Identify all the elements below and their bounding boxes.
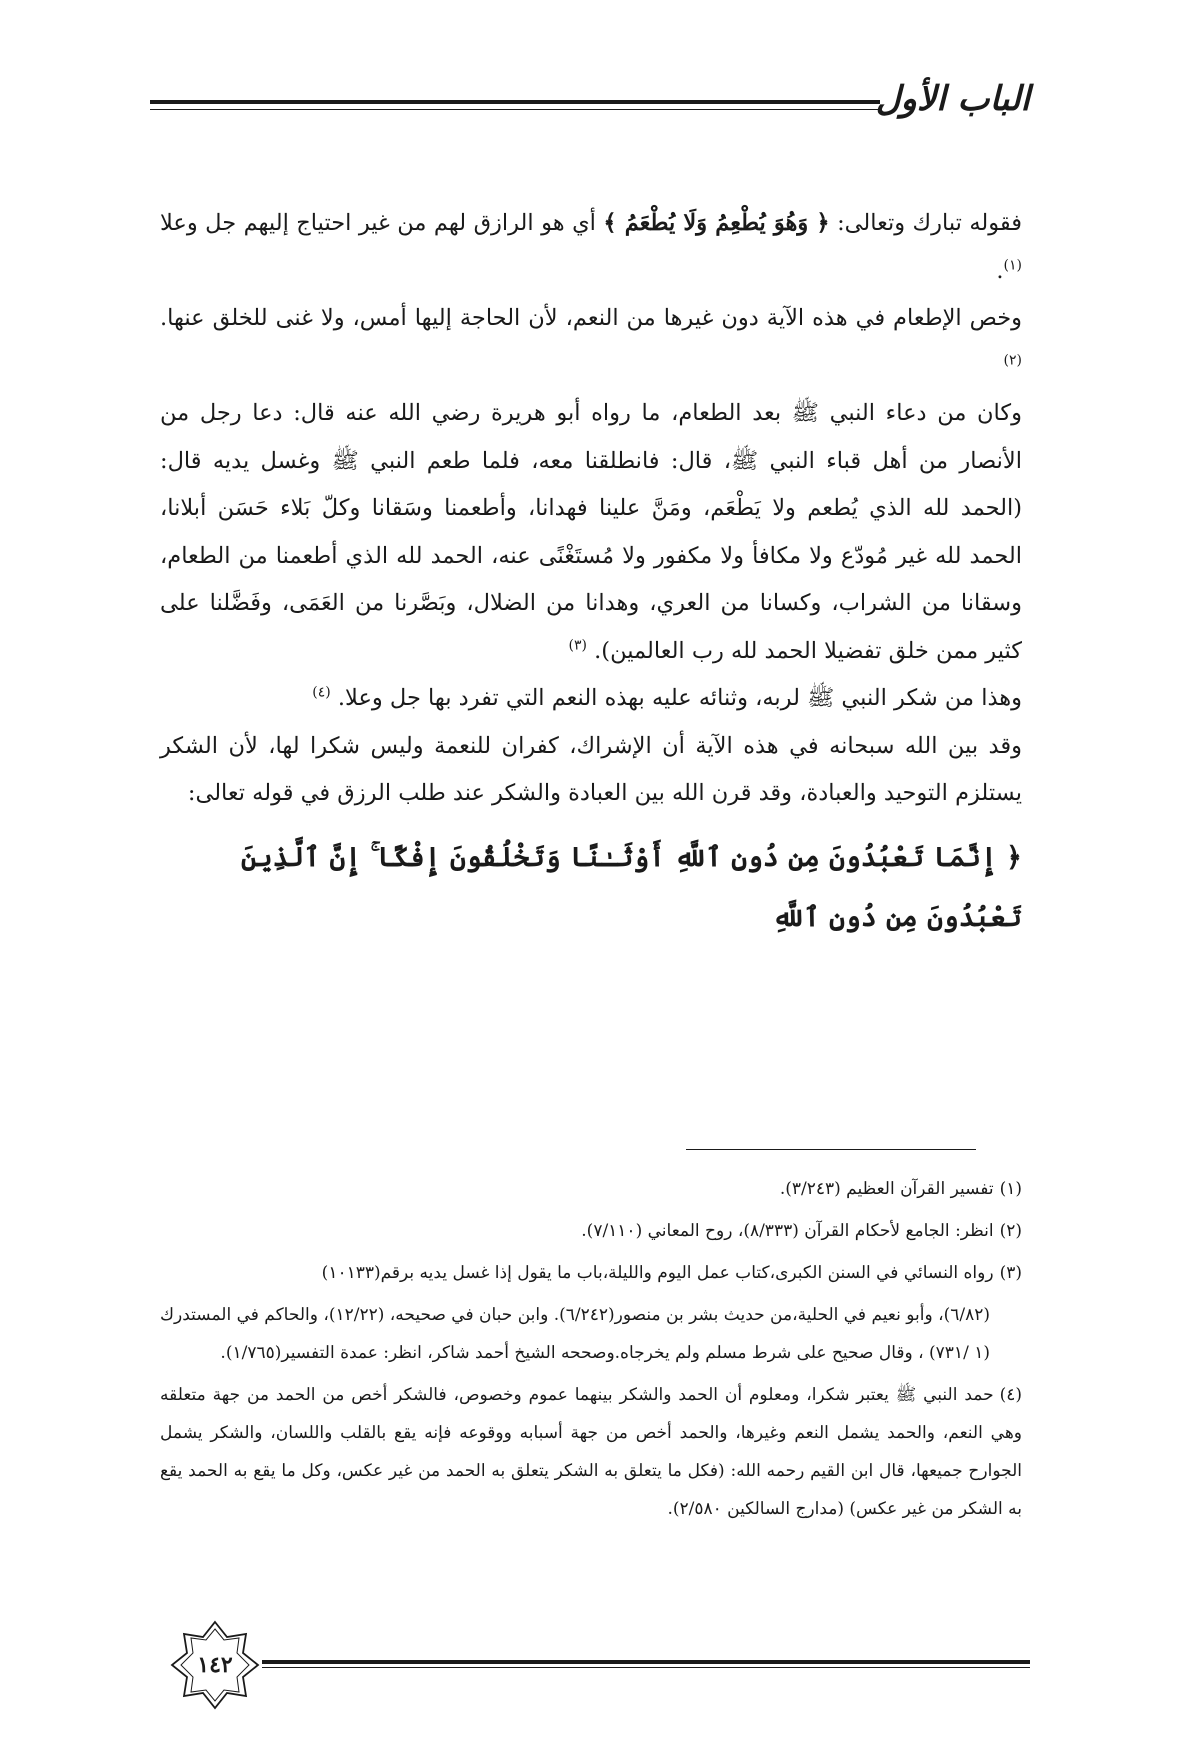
footnote-number: (٢) bbox=[999, 1221, 1022, 1241]
footnote-number: (٤) bbox=[999, 1385, 1022, 1405]
paragraph-2-text: وخص الإطعام في هذه الآية دون غيرها من النعم، لأن الحاجة إليها أمس، ولا غنى للخلق عنها. bbox=[160, 305, 1022, 331]
paragraph-1-intro: فقوله تبارك وتعالى: bbox=[829, 210, 1023, 236]
page-number-badge bbox=[170, 1620, 260, 1710]
footnote-2 bbox=[160, 1212, 1022, 1250]
footnotes bbox=[160, 1170, 1022, 1532]
footnote-text: حمد النبي ﷺ يعتبر شكرا، ومعلوم أن الحمد والشكر بينهما عموم وخصوص، فالشكر أخص من الحمد من جهة متعلقه وهي النعم، والحمد يشمل النعم وغيرها، والحمد أخص من جهة أسبابه ووقوعه فإنه يقع بالقلب واللسان، والشكر يشمل الجوارح جميعها، قال ابن القيم رحمه الله: (فكل ما يتعلق به الشكر يتعلق به الحمد من غير عكس، وكل ما يقع به الحمد يقع به الشكر من غير عكس) (مدارج السالكين ٢/٥٨٠). bbox=[160, 1385, 1022, 1519]
quran-quote: ﴿ وَهُوَ يُطْعِمُ وَلَا يُطْعَمُ ﴾ bbox=[603, 210, 830, 236]
chapter-title: الباب الأول bbox=[875, 79, 1030, 119]
footnote-ref-1: (١) bbox=[1003, 257, 1022, 273]
footnote-number: (٣) bbox=[999, 1263, 1022, 1283]
footnote-ref-3: (٣) bbox=[568, 637, 587, 653]
paragraph-5-text: وقد بين الله سبحانه في هذه الآية أن الإشراك، كفران للنعمة وليس شكرا لها، لأن الشكر يستلزم التوحيد والعبادة، وقد قرن الله بين العبادة والشكر عند طلب الرزق في قوله تعالى: bbox=[160, 732, 1022, 806]
paragraph-3-text: وكان من دعاء النبي ﷺ بعد الطعام، ما رواه أبو هريرة رضي الله عنه قال: دعا رجل من الأنصار من أهل قباء النبي ﷺ، قال: فانطلقنا معه، فلما طعم النبي ﷺ وغسل يديه قال: (الحمد لله الذي يُطعم ولا يَطْعَم، ومَنَّ علينا فهدانا، وأطعمنا وسَقانا وكلّ بَلاء حَسَن أبلانا، الحمد لله غير مُودّع ولا مكافأ ولا مكفور ولا مُستَغْنًى عنه، الحمد لله الذي أطعمنا من الطعام، وسقانا من الشراب، وكسانا من العري، وهدانا من الضلال، وبَصَّرنا من العَمَى، وفَضَّلنا على كثير ممن خلق تفضيلا الحمد لله رب العالمين). bbox=[160, 400, 1022, 664]
footnote-ref-4: (٤) bbox=[312, 684, 331, 701]
footnote-4 bbox=[160, 1376, 1022, 1528]
paragraph-5 bbox=[160, 723, 1022, 818]
footnote-ref-2: (٢) bbox=[1003, 352, 1022, 368]
page-footer bbox=[170, 1620, 1030, 1710]
paragraph-4-text: وهذا من شكر النبي ﷺ لربه، وثنائه عليه بهذه النعم التي تفرد بها جل وعلا. bbox=[337, 685, 1022, 711]
footnote-1 bbox=[160, 1170, 1022, 1208]
footnote-text: انظر: الجامع لأحكام القرآن (٨/٣٣٣)، روح المعاني (٧/١١٠). bbox=[581, 1221, 994, 1241]
paragraph-1-end: . bbox=[996, 257, 1004, 284]
main-text bbox=[160, 200, 1022, 948]
quran-verse-line: ﴿ إِنَّمَا تَعْبُدُونَ مِن دُونِ ٱللَّهِ أَوْثَـٰنًا وَتَخْلُقُونَ إِفْكًا ۚ إِنَّ ٱلَّذِينَ تَعْبُدُونَ مِن دُونِ ٱللَّهِ bbox=[240, 841, 1022, 933]
footnote-3 bbox=[160, 1254, 1022, 1292]
page-header bbox=[150, 72, 1030, 132]
footnote-number: (١) bbox=[999, 1179, 1022, 1199]
paragraph-3 bbox=[160, 390, 1022, 675]
paragraph-2 bbox=[160, 295, 1022, 390]
footnote-3-continuation: (٦/٨٢)، وأبو نعيم في الحلية،من حديث بشر بن منصور(٦/٢٤٢). وابن حبان في صحيحه، (١٢/٢٢)، والحاكم في المستدرك (١ /٧٣١) ، وقال صحيح على شرط مسلم ولم يخرجاه.وصححه الشيخ أحمد شاكر، انظر: عمدة التفسير(١/٧٦٥). bbox=[160, 1305, 990, 1363]
footnote-text: رواه النسائي في السنن الكبرى،كتاب عمل اليوم والليلة،باب ما يقول إذا غسل يديه برقم(١٠١٣٣) bbox=[321, 1263, 994, 1283]
footnote-text: تفسير القرآن العظيم (٣/٢٤٣). bbox=[779, 1179, 994, 1199]
paragraph-1 bbox=[160, 200, 1022, 295]
header-rule bbox=[150, 100, 880, 116]
footnote-separator bbox=[686, 1149, 976, 1150]
paragraph-1-text: أي هو الرازق لهم من غير احتياج إليهم جل وعلا bbox=[160, 210, 604, 236]
paragraph-4 bbox=[160, 675, 1022, 723]
footer-rule bbox=[262, 1660, 1030, 1668]
page-number: ١٤٢ bbox=[197, 1652, 233, 1678]
